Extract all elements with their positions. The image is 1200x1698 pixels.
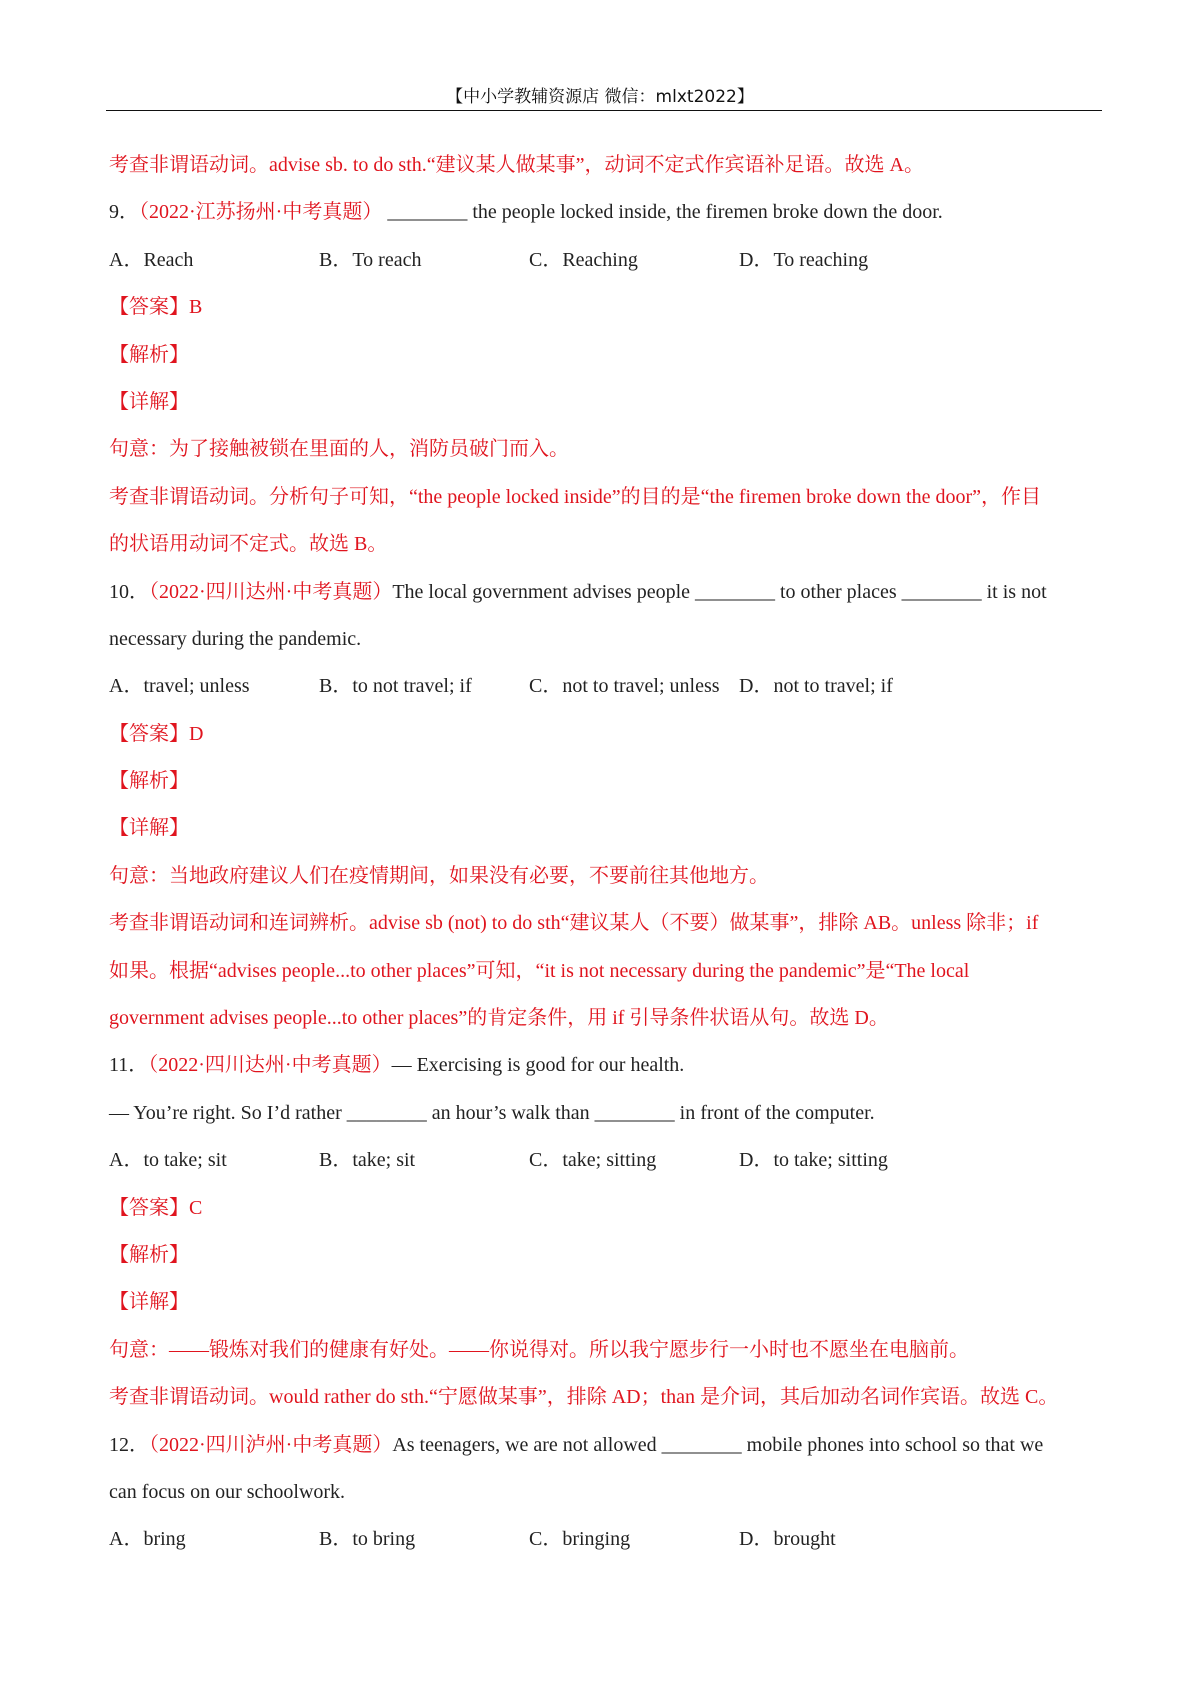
question-number: 12．	[109, 1433, 149, 1456]
detail-line: 考查非谓语动词。would rather do sth.“宁愿做某事”，排除 AD；than 是介词，其后加动名词作宾语。故选 C。	[109, 1386, 1059, 1409]
question-text-cont: can focus on our schoolwork.	[109, 1480, 346, 1503]
answer-line	[109, 711, 1105, 758]
detail-line: government advises people...to other places”的肯定条件，用 if 引导条件状语从句。故选 D。	[109, 1007, 889, 1030]
option-c: C．take; sitting	[529, 1149, 657, 1172]
option-d: D．brought	[739, 1528, 836, 1551]
question-source: （2022·四川达州·中考真题）	[148, 1054, 392, 1077]
question-number: 10．	[109, 580, 149, 603]
question-9-options	[109, 237, 1105, 284]
answer-label: 【答案】	[109, 296, 189, 319]
option-b: B．to not travel; if	[319, 675, 472, 698]
question-number: 11．	[109, 1054, 149, 1077]
detail-line: 句意：当地政府建议人们在疫情期间，如果没有必要，不要前往其他地方。	[109, 864, 769, 887]
option-a: A．to take; sit	[109, 1149, 227, 1172]
question-text-cont: necessary during the pandemic.	[109, 627, 362, 650]
detail-label: 【详解】	[109, 390, 189, 413]
answer-value: C	[189, 1196, 203, 1219]
answer-line	[109, 1185, 1105, 1232]
question-12-options	[109, 1516, 1105, 1563]
option-a: A．travel; unless	[109, 675, 250, 698]
question-source: （2022·四川达州·中考真题）	[149, 580, 393, 603]
option-b: B．to bring	[319, 1528, 416, 1551]
document-content	[109, 142, 1105, 1564]
option-c: C．Reaching	[529, 248, 638, 271]
detail-line: 如果。根据“advises people...to other places”可知，“it is not necessary during the pandemic”是“The local	[109, 959, 970, 982]
question-10-stem	[109, 569, 1105, 616]
answer-line	[109, 284, 1105, 331]
detail-line: 考查非谓语动词和连词辨析。advise sb (not) to do sth“建议某人（不要）做某事”，排除 AB。unless 除非；if	[109, 912, 1039, 935]
question-text: As teenagers, we are not allowed ________ mobile phones into school so that we	[392, 1433, 1044, 1456]
option-d: D．to take; sitting	[739, 1149, 888, 1172]
analysis-label: 【解析】	[109, 343, 189, 366]
question-text: The local government advises people ________ to other places ________ it is not	[392, 580, 1047, 603]
detail-line: 的状语用动词不定式。故选 B。	[109, 533, 388, 556]
header-rule	[106, 110, 1102, 111]
analysis-label: 【解析】	[109, 1243, 189, 1266]
question-12-stem	[109, 1422, 1105, 1469]
question-text: ________ the people locked inside, the firemen broke down the door.	[382, 201, 943, 224]
question-text: — Exercising is good for our health.	[391, 1054, 685, 1077]
question-number: 9．	[109, 201, 139, 224]
explanation-line: 考查非谓语动词。advise sb. to do sth.“建议某人做某事”，动词不定式作宾语补足语。故选 A。	[109, 154, 924, 176]
detail-label: 【详解】	[109, 1291, 189, 1314]
question-11-stem	[109, 1042, 1105, 1089]
answer-label: 【答案】	[109, 1196, 189, 1219]
page-header: 【中小学教辅资源店 微信：mlxt2022】	[446, 87, 754, 107]
answer-value: D	[189, 722, 204, 745]
question-source: （2022·江苏扬州·中考真题）	[139, 201, 383, 224]
option-b: B．To reach	[319, 248, 422, 271]
option-a: A．Reach	[109, 248, 194, 271]
answer-value: B	[189, 296, 203, 319]
analysis-label: 【解析】	[109, 770, 189, 793]
detail-line: 句意：为了接触被锁在里面的人，消防员破门而入。	[109, 438, 569, 461]
option-d: D．To reaching	[739, 248, 869, 271]
option-d: D．not to travel; if	[739, 675, 893, 698]
option-a: A．bring	[109, 1528, 186, 1551]
detail-label: 【详解】	[109, 817, 189, 840]
option-b: B．take; sit	[319, 1149, 416, 1172]
question-source: （2022·四川泸州·中考真题）	[149, 1433, 393, 1456]
question-9-stem	[109, 189, 1105, 236]
detail-line: 考查非谓语动词。分析句子可知，“the people locked inside”的目的是“the firemen broke down the door”，作目	[109, 485, 1042, 508]
question-11-options	[109, 1137, 1105, 1184]
detail-line: 句意：——锻炼对我们的健康有好处。——你说得对。所以我宁愿步行一小时也不愿坐在电脑前。	[109, 1338, 969, 1361]
question-10-options	[109, 663, 1105, 710]
option-c: C．not to travel; unless	[529, 675, 720, 698]
option-c: C．bringing	[529, 1528, 631, 1551]
question-text-cont: — You’re right. So I’d rather ________ an hour’s walk than ________ in front of the computer.	[109, 1101, 875, 1124]
answer-label: 【答案】	[109, 722, 189, 745]
